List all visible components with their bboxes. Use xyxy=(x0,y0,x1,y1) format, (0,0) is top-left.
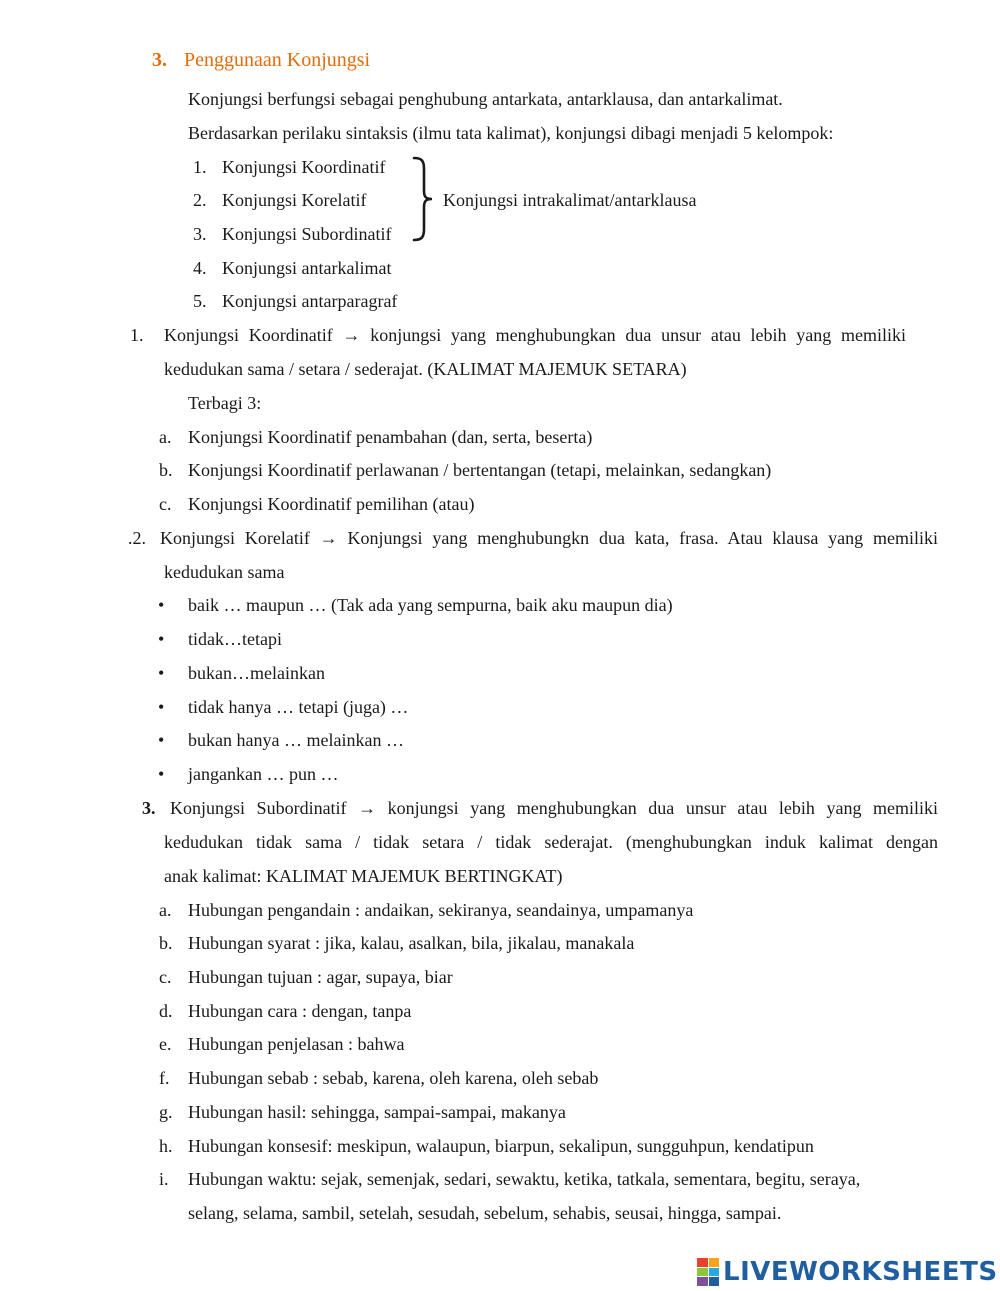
koordinatif-definition-line-2: kedudukan sama / setara / sederajat. (KALIMAT MAJEMUK SETARA) xyxy=(164,359,687,379)
list-item-text: Hubungan konsesif: meskipun, walaupun, biarpun, sekalipun, sungguhpun, kendatipun xyxy=(188,1136,814,1156)
list-number: 5. xyxy=(193,291,207,311)
list-item xyxy=(159,932,635,954)
group-item xyxy=(193,290,398,312)
subordinatif-definition-line-1: Konjungsi Subordinatif → konjungsi yang menghubungkan dua unsur atau lebih yang memiliki xyxy=(170,798,938,818)
list-item-text: bukan hanya … melainkan … xyxy=(188,730,404,750)
list-marker: a. xyxy=(159,900,172,920)
list-number: 3. xyxy=(193,224,207,244)
list-marker: c. xyxy=(159,494,172,514)
list-item-text: Hubungan tujuan : agar, supaya, biar xyxy=(188,967,453,987)
list-marker: d. xyxy=(159,1001,173,1021)
list-marker: e. xyxy=(159,1034,172,1054)
list-item xyxy=(159,966,453,988)
subordinatif-definition-line-3: anak kalimat: KALIMAT MAJEMUK BERTINGKAT) xyxy=(164,866,563,886)
list-marker: g. xyxy=(159,1102,173,1122)
list-item xyxy=(159,1067,599,1089)
list-item-text: Konjungsi Koordinatif penambahan (dan, serta, beserta) xyxy=(188,427,593,447)
subordinatif-number: 3. xyxy=(142,798,156,818)
list-item-text: Hubungan hasil: sehingga, sampai-sampai, makanya xyxy=(188,1102,566,1122)
list-item xyxy=(159,1135,814,1157)
list-item xyxy=(159,426,593,448)
list-marker: a. xyxy=(159,427,172,447)
list-item-text: tidak…tetapi xyxy=(188,629,282,649)
logo-blocks-icon xyxy=(697,1258,719,1286)
list-item xyxy=(158,662,325,684)
group-item xyxy=(193,223,392,245)
list-item-text: tidak hanya … tetapi (juga) … xyxy=(188,697,409,717)
bullet: • xyxy=(158,595,165,615)
bullet: • xyxy=(158,663,165,683)
liveworksheets-logo[interactable] xyxy=(697,1255,998,1289)
logo-text: LIVEWORKSHEETS xyxy=(723,1257,998,1287)
list-item-continuation: selang, selama, sambil, setelah, sesudah, sebelum, sehabis, seusai, hingga, sampai. xyxy=(188,1203,782,1223)
logo-block xyxy=(697,1268,708,1277)
group-label: Konjungsi Korelatif xyxy=(222,190,367,210)
bullet: • xyxy=(158,730,165,750)
logo-block xyxy=(697,1277,708,1286)
logo-block xyxy=(709,1277,720,1286)
list-item-text: Hubungan pengandain : andaikan, sekiranya, seandainya, umpamanya xyxy=(188,900,694,920)
group-item xyxy=(193,156,386,178)
list-marker: f. xyxy=(159,1068,170,1088)
list-item xyxy=(158,729,404,751)
list-item-text: bukan…melainkan xyxy=(188,663,325,683)
list-item xyxy=(159,1168,861,1190)
list-item-text: Konjungsi Koordinatif perlawanan / bertentangan (tetapi, melainkan, sedangkan) xyxy=(188,460,772,480)
group-label: Konjungsi Koordinatif xyxy=(222,157,386,177)
subordinatif-definition-line-2: kedudukan tidak sama / tidak setara / tidak sederajat. (menghubungkan induk kalimat dengan xyxy=(164,832,938,852)
group-label: Konjungsi antarkalimat xyxy=(222,258,392,278)
list-number: 2. xyxy=(193,190,207,210)
section-title: Penggunaan Konjungsi xyxy=(184,49,371,71)
group-item xyxy=(193,189,367,211)
curly-brace-icon xyxy=(408,155,442,243)
list-item xyxy=(158,763,339,785)
list-item xyxy=(159,459,772,481)
list-item xyxy=(158,594,673,616)
section-number: 3. xyxy=(152,49,167,71)
intro-paragraph-1: Konjungsi berfungsi sebagai penghubung antarkata, antarklausa, dan antarkalimat. xyxy=(188,89,783,109)
list-item-text: jangankan … pun … xyxy=(188,764,339,784)
list-item xyxy=(159,899,694,921)
list-item-text: Hubungan penjelasan : bahwa xyxy=(188,1034,405,1054)
korelatif-definition-line-2: kedudukan sama xyxy=(164,562,285,582)
list-item-text: Hubungan waktu: sejak, semenjak, sedari, sewaktu, ketika, tatkala, sementara, begitu, seraya, xyxy=(188,1169,861,1189)
list-item-text: Konjungsi Koordinatif pemilihan (atau) xyxy=(188,494,475,514)
list-item xyxy=(158,696,409,718)
list-marker: c. xyxy=(159,967,172,987)
bullet: • xyxy=(158,697,165,717)
logo-block xyxy=(709,1258,720,1267)
list-item xyxy=(159,493,475,515)
list-item-text: Hubungan cara : dengan, tanpa xyxy=(188,1001,412,1021)
list-marker: b. xyxy=(159,933,173,953)
list-item-text: baik … maupun … (Tak ada yang sempurna, baik aku maupun dia) xyxy=(188,595,673,615)
koordinatif-sub-intro: Terbagi 3: xyxy=(188,393,262,413)
list-item-text: Hubungan syarat : jika, kalau, asalkan, bila, jikalau, manakala xyxy=(188,933,635,953)
bullet: • xyxy=(158,764,165,784)
koordinatif-definition-line-1: Konjungsi Koordinatif → konjungsi yang menghubungkan dua unsur atau lebih yang memiliki xyxy=(164,325,906,345)
list-marker: b. xyxy=(159,460,173,480)
list-item xyxy=(159,1033,405,1055)
list-item xyxy=(159,1000,412,1022)
logo-block xyxy=(697,1258,708,1267)
list-number: 4. xyxy=(193,258,207,278)
list-item-text: Hubungan sebab : sebab, karena, oleh karena, oleh sebab xyxy=(188,1068,599,1088)
group-label: Konjungsi Subordinatif xyxy=(222,224,392,244)
logo-block xyxy=(709,1268,720,1277)
list-item xyxy=(158,628,282,650)
korelatif-number: .2. xyxy=(128,528,146,548)
list-item xyxy=(159,1101,566,1123)
list-number: 1. xyxy=(193,157,207,177)
group-label: Konjungsi antarparagraf xyxy=(222,291,398,311)
bullet: • xyxy=(158,629,165,649)
section-heading xyxy=(152,49,370,71)
koordinatif-number: 1. xyxy=(130,325,144,345)
list-marker: i. xyxy=(159,1169,169,1189)
brace-label: Konjungsi intrakalimat/antarklausa xyxy=(443,190,697,210)
korelatif-definition-line-1: Konjungsi Korelatif → Konjungsi yang menghubungkn dua kata, frasa. Atau klausa yang memiliki xyxy=(160,528,938,548)
intro-paragraph-2: Berdasarkan perilaku sintaksis (ilmu tata kalimat), konjungsi dibagi menjadi 5 kelompok: xyxy=(188,123,834,143)
group-item xyxy=(193,257,392,279)
list-marker: h. xyxy=(159,1136,173,1156)
